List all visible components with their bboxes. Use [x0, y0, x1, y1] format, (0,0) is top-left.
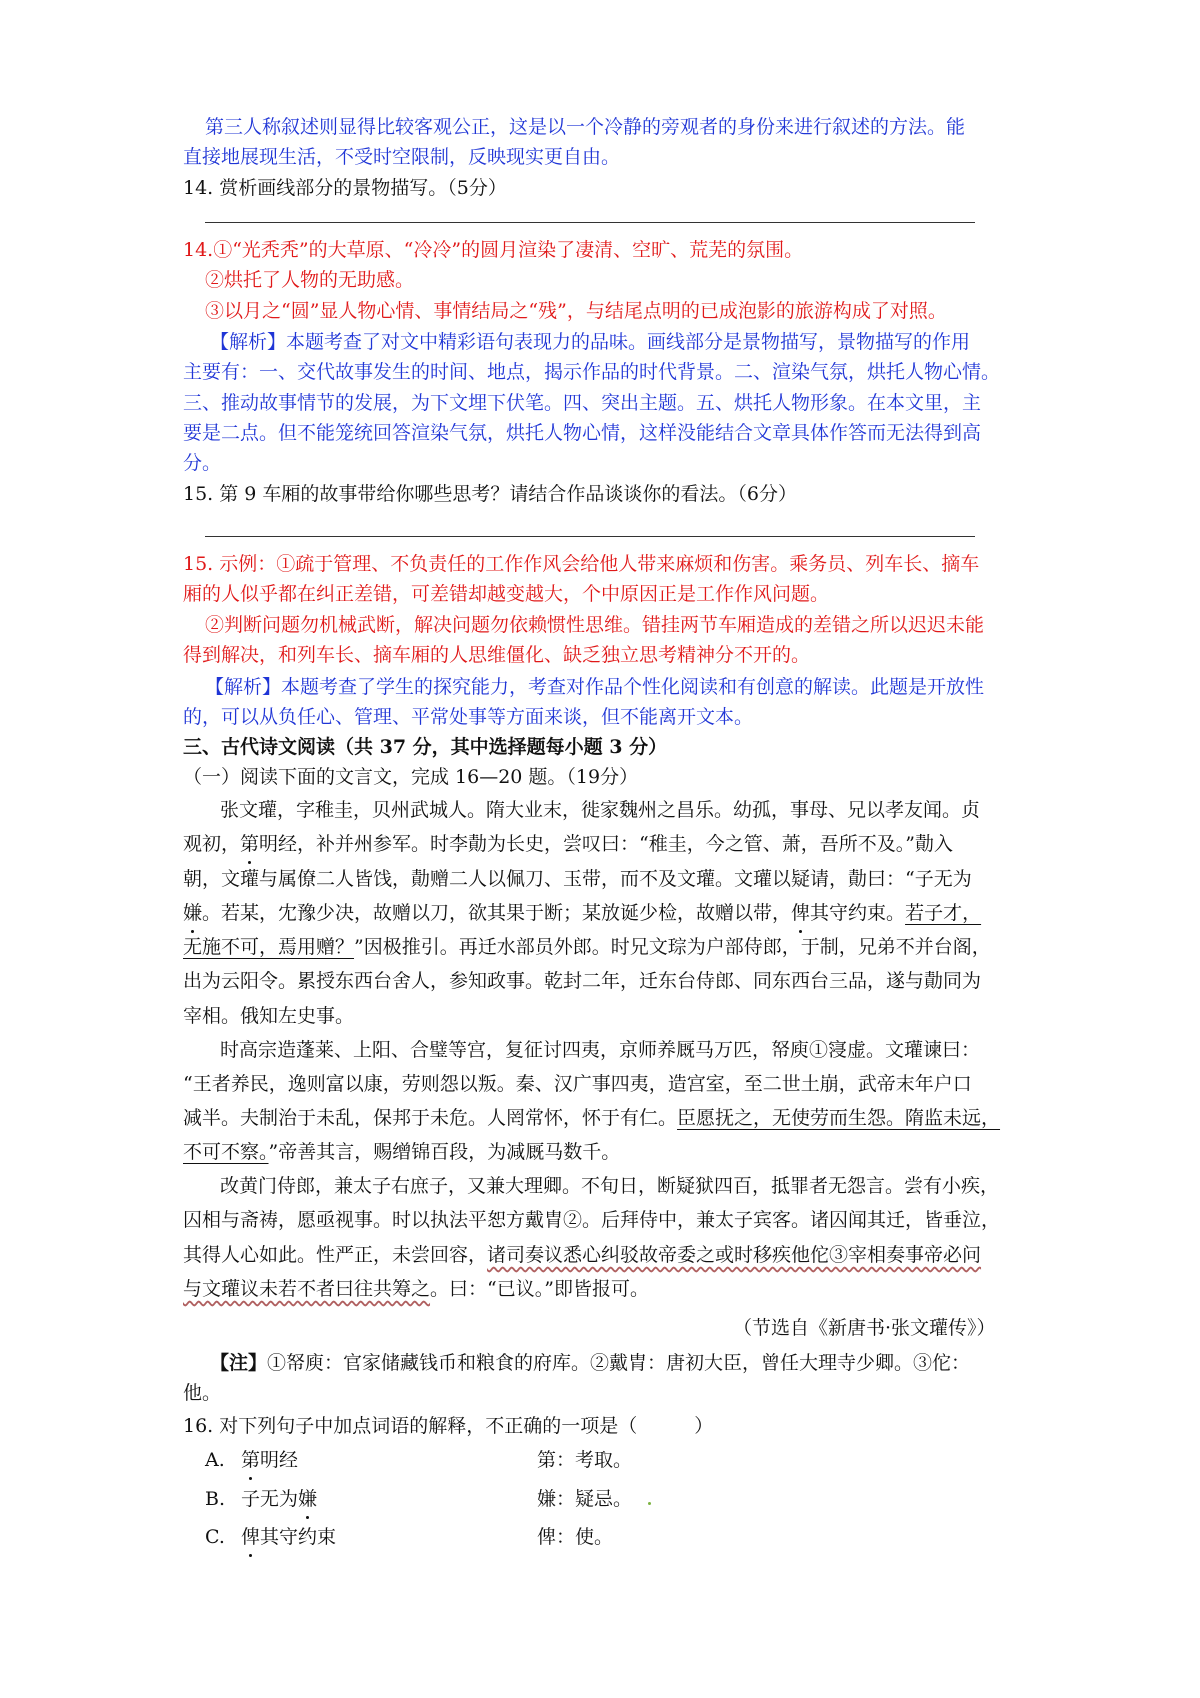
green-dot-mark [648, 1502, 651, 1505]
analysis-15-line-2: 的，可以从负任心、管理、平常处事等方面来谈，但不能离开文本。 [183, 706, 754, 728]
option-c-meaning: 俾：使。 [537, 1526, 614, 1548]
notes-line-1: 【注】①帑庾：官家储藏钱币和粮食的府库。②戴胄：唐初大臣，曾任大理寺少卿。③佗： [210, 1352, 971, 1374]
passage-p3-line-4: 与文瓘议未若不者曰往共筹之。曰：“已议。”即皆报可。 [183, 1278, 649, 1300]
passage-source: （节选自《新唐书·张文瓘传》） [733, 1317, 996, 1339]
option-a-letter: A. [205, 1449, 225, 1471]
analysis-15-line-1: 【解析】本题考查了学生的探究能力，考查对作品个性化阅读和有创意的解读。此题是开放性 [205, 676, 985, 698]
wavy-underlined-sentence: 诸司奏议悉心纠驳故帝委之或时移疾他佗③宰相奏事帝必问 [487, 1244, 982, 1266]
dotted-word: 嫌 [183, 899, 202, 927]
passage-p1-line-4: 嫌。若某，冘豫少决，故赠以刀，欲其果于断；某放诞少检，故赠以带，俾其守约束。若子才， [183, 899, 981, 927]
underlined-sentence: 臣愿抚之，无使劳而生怨。隋监未远， [677, 1107, 1001, 1129]
dotted-word: 俾 [241, 1523, 260, 1551]
option-b-letter: B. [205, 1488, 226, 1510]
passage-p1-line-6: 出为云阳令。累授东西台舍人，参知政事。乾封二年，迁东台侍郎、同东西台三品，遂与勣同为 [183, 970, 982, 992]
passage-p1-line-7: 宰相。俄知左史事。 [183, 1005, 355, 1027]
analysis-14-line-3: 三、推动故事情节的发展，为下文埋下伏笔。四、突出主题。五、烘托人物形象。在本文里，主 [183, 392, 982, 414]
answer-15-line-3: ②判断问题勿机械武断，解决问题勿依赖惯性思维。错挂两节车厢造成的差错之所以迟迟未能 [205, 614, 985, 636]
passage-p3-line-1: 改黄门侍郎，兼太子右庶子，又兼大理卿。不旬日，断疑狱四百，抵罪者无怨言。尝有小疾， [220, 1175, 1000, 1197]
dotted-word: 俾 [791, 899, 810, 927]
analysis-tag: 【解析】 [205, 676, 282, 698]
underlined-sentence: 若子才， [905, 902, 982, 924]
passage-p3-line-2: 囚相与斋祷，愿亟视事。时以执法平恕方戴胄②。后拜侍中，兼太子宾客。诸囚闻其迁，皆垂泣， [183, 1209, 1001, 1231]
passage-p3-line-3: 其得人心如此。性严正，未尝回容，诸司奏议悉心纠驳故帝委之或时移疾他佗③宰相奏事帝必问 [183, 1244, 982, 1266]
option-a-meaning: 第：考取。 [537, 1449, 633, 1471]
passage-p2-line-3: 减半。夫制治于未乱，保邦于未危。人罔常怀，怀于有仁。臣愿抚之，无使劳而生怨。隋监未远， [183, 1107, 1001, 1129]
underlined-sentence: 无施不可，焉用赠？ [183, 936, 355, 958]
notes-line-2: 他。 [183, 1382, 222, 1404]
analysis-14-line-5: 分。 [183, 452, 222, 474]
option-c-letter: C. [205, 1526, 225, 1548]
dotted-word: 第 [241, 1446, 260, 1474]
passage-p1-line-5: 无施不可，焉用赠？”因极推引。再迁水部员外郎。时兄文琮为户部侍郎，于制，兄弟不并台阁， [183, 936, 991, 958]
section-subheading: （一）阅读下面的文言文，完成 16—20 题。（19分） [183, 766, 639, 788]
wavy-underlined-sentence: 与文瓘议未若不者曰往共筹之 [183, 1278, 431, 1300]
question-14: 14. 赏析画线部分的景物描写。（5分） [183, 177, 507, 199]
question-15: 15. 第 9 车厢的故事带给你哪些思考？请结合作品谈谈你的看法。（6分） [183, 483, 798, 505]
analysis-tag: 【解析】 [210, 331, 287, 353]
passage-p2-line-1: 时高宗造蓬莱、上阳、合璧等宫，复征讨四夷，京师养厩马万匹，帑庾①寖虚。文瓘谏曰： [220, 1039, 981, 1061]
option-b-meaning: 嫌：疑忌。 [537, 1488, 633, 1510]
notes-tag: 【注】 [210, 1352, 268, 1374]
option-c-phrase: 俾其守约束 [241, 1523, 336, 1551]
dotted-word: 第 [240, 830, 259, 858]
question-16: 16. 对下列句子中加点词语的解释，不正确的一项是（ ） [183, 1415, 714, 1437]
dotted-word: 嫌 [298, 1485, 317, 1513]
passage-p2-line-4: 不可不察。”帝善其言，赐缯锦百段，为减厩马数千。 [183, 1141, 621, 1163]
underlined-sentence: 不可不察。 [183, 1141, 269, 1163]
answer-14-line-2: ②烘托了人物的无助感。 [205, 269, 415, 291]
analysis-14-line-2: 主要有：一、交代故事发生的时间、地点，揭示作品的时代背景。二、渲染气氛，烘托人物心情。 [183, 361, 1001, 383]
analysis-14-line-4: 要是二点。但不能笼统回答渲染气氛，烘托人物心情，这样没能结合文章具体作答而无法得到高 [183, 422, 982, 444]
analysis-14-line-1: 【解析】本题考查了对文中精彩语句表现力的品味。画线部分是景物描写，景物描写的作用 [210, 331, 971, 353]
passage-p1-line-3: 朝，文瓘与属僚二人皆饯，勣赠二人以佩刀、玉带，而不及文瓘。文瓘以疑请，勣曰：“子无为 [183, 868, 972, 890]
section-heading: 三、古代诗文阅读（共 37 分，其中选择题每小题 3 分） [183, 736, 668, 758]
answer-15-line-1: 15. 示例：①疏于管理、不负责任的工作作风会给他人带来麻烦和伤害。乘务员、列车长、摘车 [183, 553, 980, 575]
answer-14-line-1: 14.①“光秃秃”的大草原、“冷冷”的圆月渲染了凄清、空旷、荒芜的氛围。 [183, 239, 804, 261]
answer-line [205, 536, 975, 537]
passage-p1-line-2: 观初，第明经，补并州参军。时李勣为长史，尝叹曰：“稚圭，今之管、萧，吾所不及。”勣入 [183, 830, 953, 858]
answer-15-line-2: 厢的人似乎都在纠正差错，可差错却越变越大，个中原因正是工作作风问题。 [183, 583, 830, 605]
answer-13-line-2: 直接地展现生活，不受时空限制，反映现实更自由。 [183, 146, 621, 168]
answer-13-line-1: 第三人称叙述则显得比较客观公正，这是以一个冷静的旁观者的身份来进行叙述的方法。能 [205, 116, 966, 138]
option-a-phrase: 第明经 [241, 1446, 298, 1474]
passage-p1-line-1: 张文瓘，字稚圭，贝州武城人。隋大业末，徙家魏州之昌乐。幼孤，事母、兄以孝友闻。贞 [220, 799, 981, 821]
answer-14-line-3: ③以月之“圆”显人物心情、事情结局之“残”，与结尾点明的已成泡影的旅游构成了对照。 [205, 300, 947, 322]
option-b-phrase: 子无为嫌 [241, 1485, 317, 1513]
passage-p2-line-2: “王者养民，逸则富以康，劳则怨以叛。秦、汉广事四夷，造宫室，至二世土崩，武帝末年户口 [183, 1073, 972, 1095]
answer-line [205, 222, 975, 223]
answer-15-line-4: 得到解决，和列车长、摘车厢的人思维僵化、缺乏独立思考精神分不开的。 [183, 644, 811, 666]
